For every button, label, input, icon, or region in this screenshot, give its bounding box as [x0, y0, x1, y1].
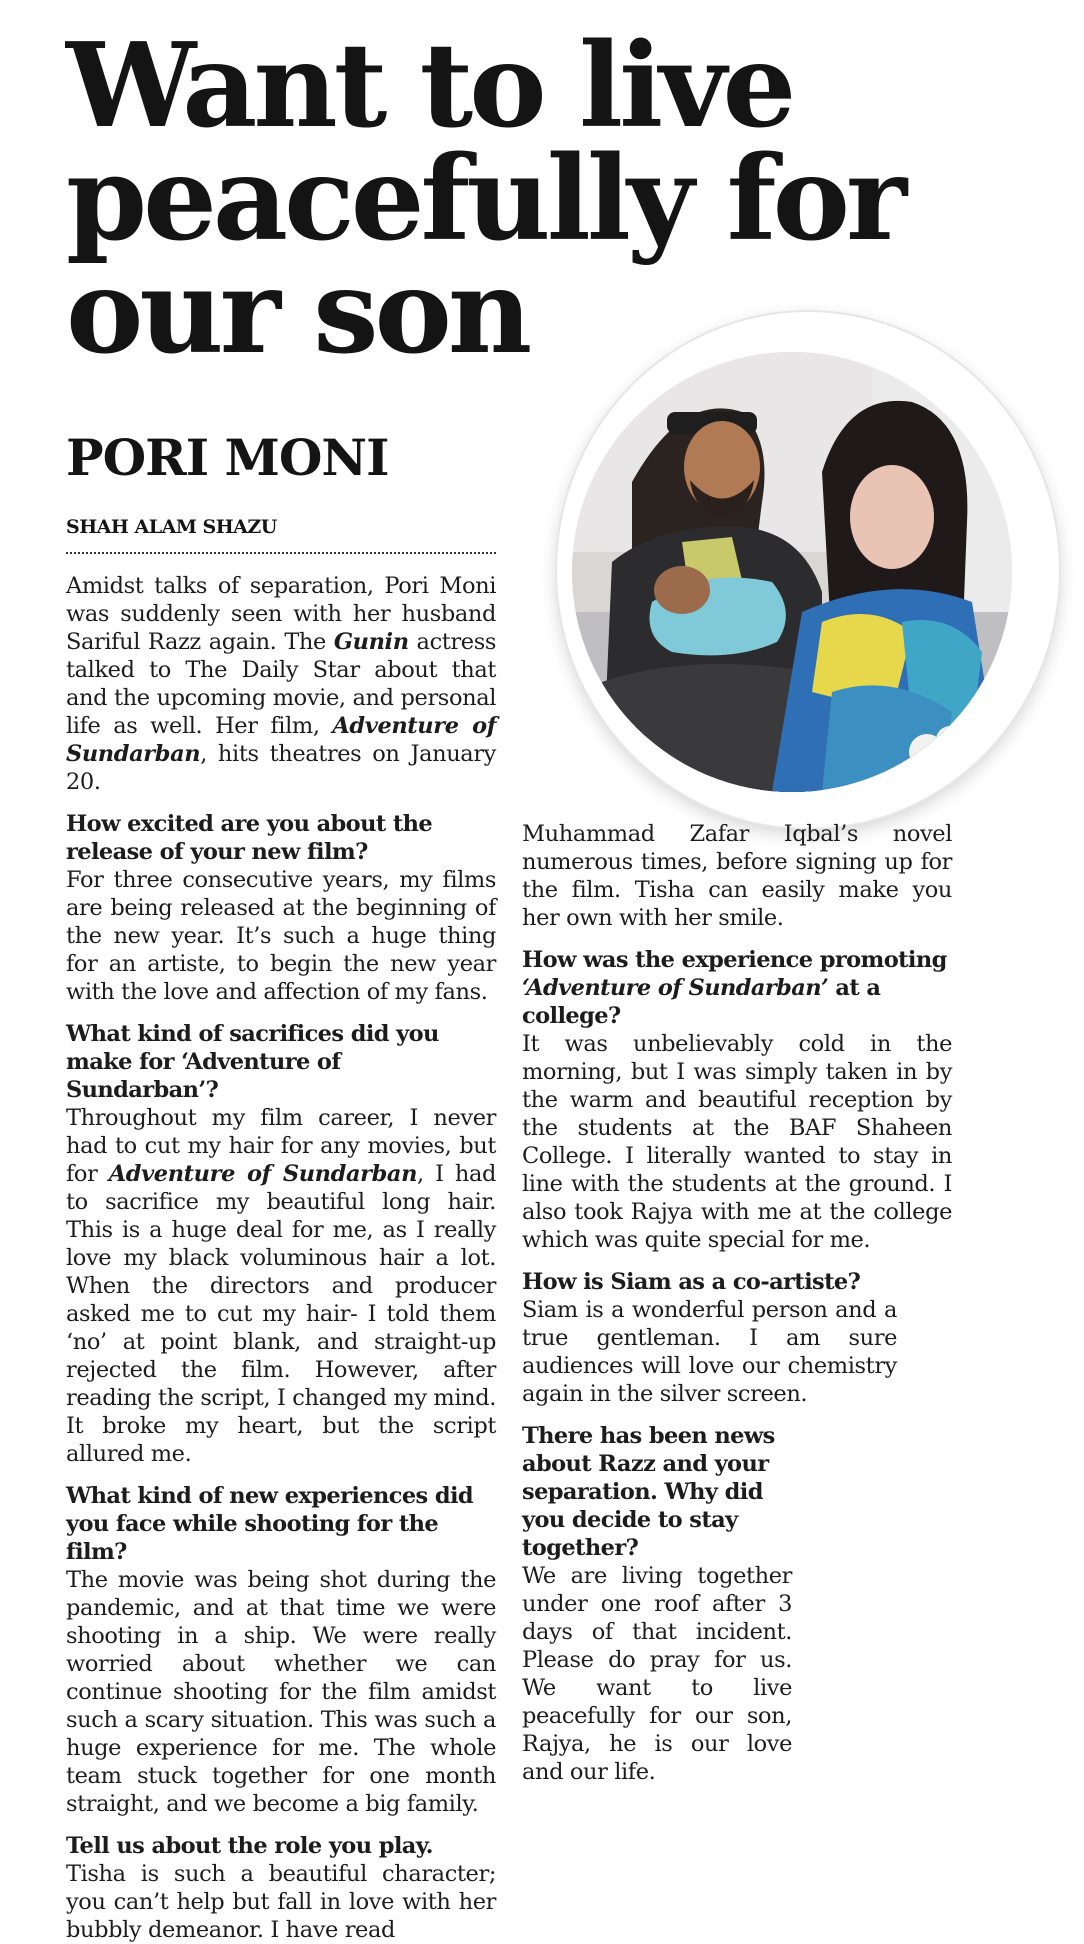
question: What kind of new experiences did you face while shooting for the film? — [66, 1483, 474, 1565]
question-text: at a college? — [522, 975, 881, 1029]
question: What kind of sacrifices did you make for ‘Adventure of Sundarban’? — [66, 1021, 439, 1103]
question: How excited are you about the release of your new film? — [66, 811, 433, 865]
answer: For three consecutive years, my films are being released at the beginning of the new year. It’s such a huge thing for an artiste, to begin the new year with the love and affection of my fans. — [66, 867, 496, 1005]
intro-paragraph — [66, 572, 496, 796]
question-text: How was the experience promoting — [522, 947, 947, 973]
answer: Tisha is such a beautiful character; you can’t help but fall in love with her bubbly demeanor. I have read — [66, 1861, 496, 1943]
answer: We are living together under one roof after 3 days of that incident. Please do pray for us. We want to live peacefully for our son, Rajya, he is our love and our life. — [522, 1563, 792, 1785]
answer: It was unbelievably cold in the morning, but I was simply taken in by the warm and beautiful reception by the students at the BAF Shaheen College. I literally wanted to stay in line with the students at the ground. I also took Rajya with me at the college which was quite special for me. — [522, 1031, 952, 1253]
headline: Want to live peacefully for our son — [66, 18, 904, 380]
question: There has been news about Razz and your separation. Why did you decide to stay together? — [522, 1423, 775, 1561]
answer — [66, 1104, 496, 1468]
film-title-gunin: Gunin — [333, 629, 409, 655]
intro-text-3: , hits theatres on January 20. — [66, 741, 496, 795]
answer-text: , I had to sacrifice my beautiful long hair. This is a huge deal for me, as I really love my black voluminous hair a lot. When the directors and producer asked me to cut my hair- I told them ‘no’ at point blank, and straight-up rejected the film. However, after reading the script, I changed my mind. It broke my heart, but the script allured me. — [66, 1161, 496, 1467]
article-column-right — [522, 820, 952, 1786]
article-photo — [572, 352, 1012, 792]
film-title-sundarban: Adventure of Sundarban — [66, 713, 496, 767]
answer-continued: Muhammad Zafar Iqbal’s novel numerous times, before signing up for the film. Tisha can easily make you her own with her smile. — [522, 821, 952, 931]
question: Tell us about the role you play. — [66, 1833, 433, 1859]
film-title-sundarban: Adventure of Sundarban — [108, 1161, 418, 1187]
question — [522, 946, 952, 1030]
answer: Siam is a wonderful person and a true gentleman. I am sure audiences will love our chemistry again in the silver screen. — [522, 1297, 897, 1407]
subject-name: PORI MONI — [66, 428, 389, 487]
answer: The movie was being shot during the pandemic, and at that time we were shooting in a ship. We were really worried about whether we can continue shooting for the film amidst such a scary situation. This was such a huge experience for me. The whole team stuck together for one month straight, and we become a big family. — [66, 1567, 496, 1817]
family-photo-illustration — [572, 352, 1012, 792]
question: How is Siam as a co-artiste? — [522, 1269, 861, 1295]
intro-text-2: actress talked to The Daily Star about that and the upcoming movie, and personal life as well. Her film, — [66, 629, 496, 739]
intro-text-1: Amidst talks of separation, Pori Moni was suddenly seen with her husband Sariful Razz again. The — [66, 573, 496, 655]
article-column-left — [66, 572, 496, 1944]
byline: SHAH ALAM SHAZU — [66, 516, 496, 554]
film-title-sundarban: ‘Adventure of Sundarban’ — [522, 975, 829, 1001]
answer-text: Throughout my film career, I never had to cut my hair for any movies, but for — [66, 1105, 496, 1187]
